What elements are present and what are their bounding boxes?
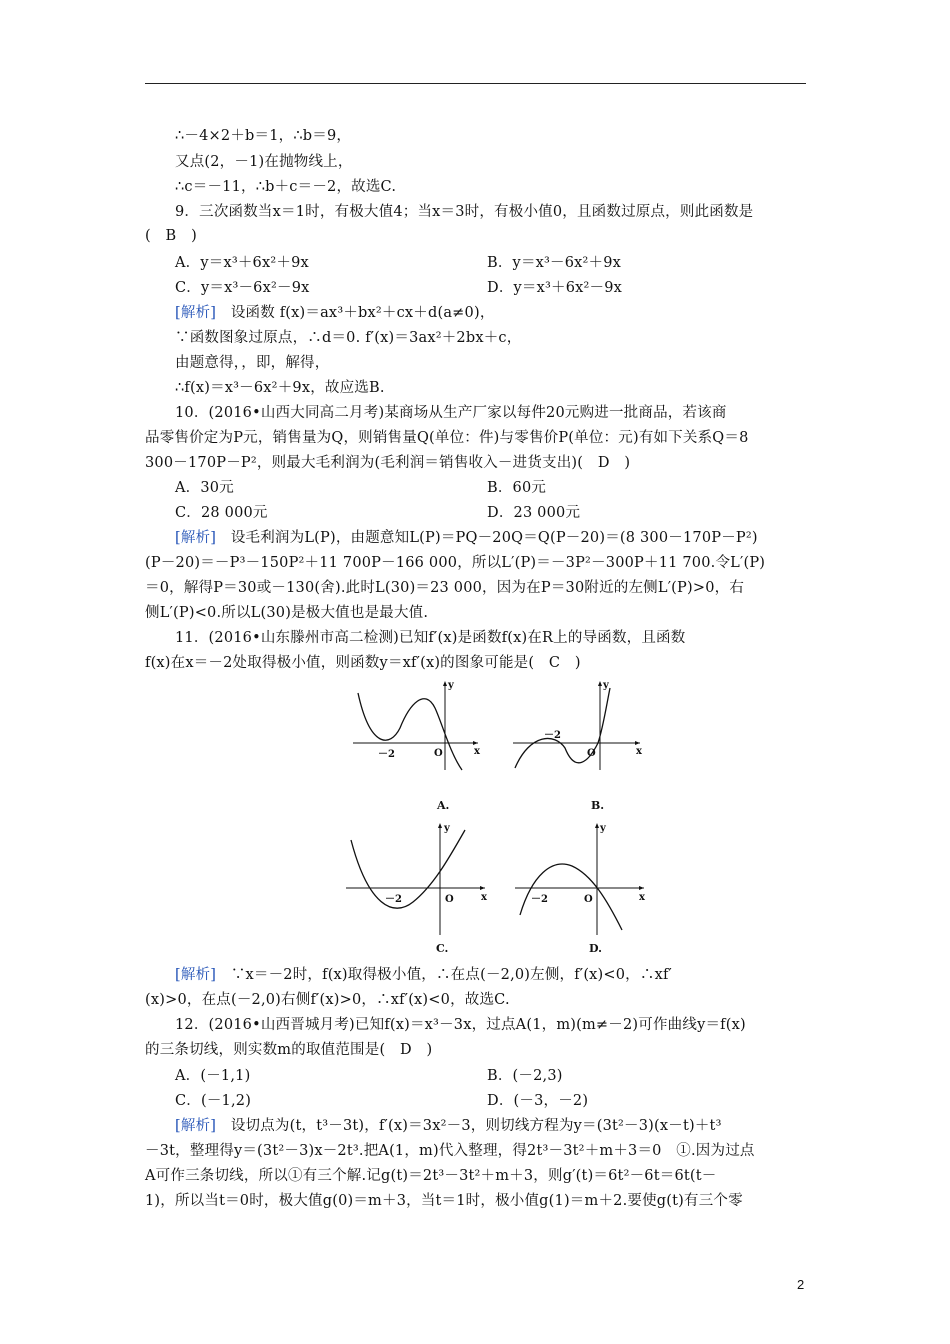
text-line-content: 300－170P－P²，则最大毛利润为(毛利润＝销售收入－进货支出)( D ) bbox=[145, 455, 631, 471]
text-line-content: D．23 000元 bbox=[487, 505, 581, 521]
text-line-content: C．y＝x³－6x²－9x bbox=[175, 280, 310, 296]
text-line-content: 设函数 f(x)＝ax³＋bx²＋cx＋d(a≠0)， bbox=[216, 305, 495, 321]
text-line-content: 9．三次函数当x＝1时，有极大值4；当x＝3时，有极小值0，且函数过原点，则此函数是 bbox=[175, 204, 754, 220]
text-line-content: f(x)在x＝－2处取得极小值，则函数y＝xf′(x)的图象可能是( C ) bbox=[145, 655, 581, 671]
analysis-tag: [解析] bbox=[175, 967, 217, 983]
text-line bbox=[175, 253, 309, 273]
text-line bbox=[175, 503, 268, 523]
text-line bbox=[487, 1091, 588, 1111]
text-line-content: C．28 000元 bbox=[175, 505, 268, 521]
text-line bbox=[175, 152, 353, 172]
graph-a-label: A. bbox=[437, 799, 450, 812]
text-line bbox=[487, 478, 546, 498]
text-line-content: A．(－1,1) bbox=[175, 1068, 251, 1084]
text-line bbox=[145, 453, 630, 473]
text-line bbox=[175, 1091, 251, 1111]
text-line-content: 12．(2016•山西晋城月考)已知f(x)＝x³－3x，过点A(1，m)(m≠－2)可作曲线y＝f(x) bbox=[175, 1017, 746, 1033]
text-line bbox=[175, 403, 727, 423]
graph-a bbox=[350, 678, 485, 773]
text-line bbox=[487, 253, 621, 273]
text-line-content: ∴f(x)＝x³－6x²＋9x，故应选B. bbox=[175, 380, 385, 396]
graph-b-origin: O bbox=[587, 748, 596, 759]
graph-c-origin: O bbox=[445, 894, 454, 905]
text-line bbox=[487, 278, 622, 298]
text-line-content: D．y＝x³＋6x²－9x bbox=[487, 280, 623, 296]
graph-a-x-label: x bbox=[474, 746, 480, 757]
graph-b-label: B. bbox=[591, 799, 605, 812]
text-line-content: A可作三条切线，所以①有三个解.记g(t)＝2t³－3t²＋m＋3，则g′(t)＝6t²－6t＝6t(t－ bbox=[145, 1168, 717, 1184]
text-line bbox=[175, 126, 351, 146]
graph-a-origin: O bbox=[434, 748, 443, 759]
text-line bbox=[145, 1141, 755, 1161]
text-line-content: B．(－2,3) bbox=[487, 1068, 563, 1084]
analysis-tag: [解析] bbox=[175, 530, 217, 546]
text-line bbox=[145, 428, 749, 448]
text-line bbox=[175, 177, 396, 197]
text-line-content: A．30元 bbox=[175, 480, 234, 496]
text-line-content: ＝0，解得P＝30或－130(舍).此时L(30)＝23 000，因为在P＝30附近的左侧L′(P)>0，右 bbox=[145, 580, 745, 596]
text-line bbox=[175, 1116, 722, 1136]
page-number: 2 bbox=[797, 1277, 805, 1292]
text-line-content: 设切点为(t，t³－3t)，f′(x)＝3x²－3，则切线方程为y＝(3t²－3)(x－t)＋t³ bbox=[216, 1118, 722, 1134]
header-rule bbox=[145, 83, 806, 84]
graph-b-y-label: y bbox=[603, 680, 609, 691]
text-line bbox=[145, 1040, 432, 1060]
text-line-content: ( B ) bbox=[145, 228, 197, 244]
graph-d bbox=[512, 820, 650, 938]
text-line bbox=[145, 653, 581, 673]
text-line-content: 又点(2，－1)在抛物线上， bbox=[175, 154, 353, 170]
graph-b-x-label: x bbox=[636, 746, 642, 757]
text-line-content: 侧L′(P)<0.所以L(30)是极大值也是最大值. bbox=[145, 605, 429, 621]
text-line-content: 品零售价定为P元，销售量为Q，则销售量Q(单位：件)与零售价P(单位：元)有如下关系Q＝8 bbox=[145, 430, 749, 446]
text-line-content: B．y＝x³－6x²＋9x bbox=[487, 255, 622, 271]
text-line-content: A．y＝x³＋6x²＋9x bbox=[175, 255, 309, 271]
text-line-content: C．(－1,2) bbox=[175, 1093, 252, 1109]
text-line bbox=[175, 1066, 250, 1086]
text-line-content: ∵x＝－2时，f(x)取得极小值，∴在点(－2,0)左侧，f′(x)<0，∴xf′ bbox=[216, 967, 673, 983]
text-line bbox=[145, 1191, 743, 1211]
analysis-tag: [解析] bbox=[175, 305, 217, 321]
text-line bbox=[175, 965, 672, 985]
text-line bbox=[145, 990, 510, 1010]
text-line-content: 由题意得，，即，解得， bbox=[175, 355, 330, 371]
text-line-content: ∴－4×2＋b＝1，∴b＝9， bbox=[175, 128, 352, 144]
analysis-tag: [解析] bbox=[175, 1118, 217, 1134]
graph-b-tick: －2 bbox=[544, 730, 561, 741]
text-line-content: 设毛利润为L(P)，由题意知L(P)＝PQ－20Q＝Q(P－20)＝(8 300－170P－P²) bbox=[216, 530, 758, 546]
graph-c-x-label: x bbox=[481, 892, 487, 903]
text-line bbox=[175, 303, 495, 323]
text-line bbox=[145, 226, 197, 246]
text-line bbox=[175, 628, 685, 648]
text-line bbox=[175, 278, 310, 298]
graph-c-y-label: y bbox=[444, 823, 450, 834]
text-line bbox=[175, 353, 329, 373]
graph-d-origin: O bbox=[584, 894, 593, 905]
graph-a-y-label: y bbox=[448, 680, 454, 691]
graph-d-y-label: y bbox=[600, 823, 606, 834]
graph-c-tick: －2 bbox=[385, 894, 402, 905]
text-line bbox=[175, 202, 753, 222]
text-line-content: －3t，整理得y＝(3t²－3)x－2t³.把A(1，m)代入整理，得2t³－3t²＋m＋3＝0 ①.因为过点 bbox=[145, 1143, 755, 1159]
text-line-content: 的三条切线，则实数m的取值范围是( D ) bbox=[145, 1042, 433, 1058]
text-line-content: 11．(2016•山东滕州市高二检测)已知f′(x)是函数f(x)在R上的导函数，且函数 bbox=[175, 630, 686, 646]
text-line bbox=[145, 603, 428, 623]
text-line-content: (P－20)＝－P³－150P²＋11 700P－166 000，所以L′(P)＝－3P²－300P＋11 700.令L′(P) bbox=[145, 555, 766, 571]
text-line bbox=[145, 553, 765, 573]
graph-d-x-label: x bbox=[639, 892, 645, 903]
text-line bbox=[145, 578, 744, 598]
text-line bbox=[175, 1015, 746, 1035]
text-line bbox=[487, 1066, 563, 1086]
text-line bbox=[175, 378, 385, 398]
graph-b bbox=[510, 678, 645, 773]
text-line-content: D．(－3，－2) bbox=[487, 1093, 589, 1109]
text-line bbox=[175, 528, 758, 548]
text-line-content: (x)>0，在点(－2,0)右侧f′(x)>0，∴xf′(x)<0，故选C. bbox=[145, 992, 510, 1008]
text-line-content: ∵函数图象过原点，∴d＝0. f′(x)＝3ax²＋2bx＋c， bbox=[175, 330, 522, 346]
text-line bbox=[175, 328, 521, 348]
text-line-content: 10．(2016•山西大同高二月考)某商场从生产厂家以每件20元购进一批商品，若该商 bbox=[175, 405, 727, 421]
text-line bbox=[175, 478, 234, 498]
text-line-content: ∴c＝－11，∴b＋c＝－2，故选C. bbox=[175, 179, 397, 195]
graph-c-label: C. bbox=[436, 942, 449, 955]
graph-c bbox=[343, 820, 493, 938]
text-line-content: 1)，所以当t＝0时，极大值g(0)＝m＋3，当t＝1时，极小值g(1)＝m＋2.要使g(t)有三个零 bbox=[145, 1193, 743, 1209]
text-line bbox=[145, 1166, 716, 1186]
graph-d-label: D. bbox=[589, 942, 602, 955]
graph-a-tick: －2 bbox=[378, 749, 395, 760]
text-line bbox=[487, 503, 580, 523]
graph-d-tick: －2 bbox=[531, 894, 548, 905]
text-line-content: B．60元 bbox=[487, 480, 547, 496]
